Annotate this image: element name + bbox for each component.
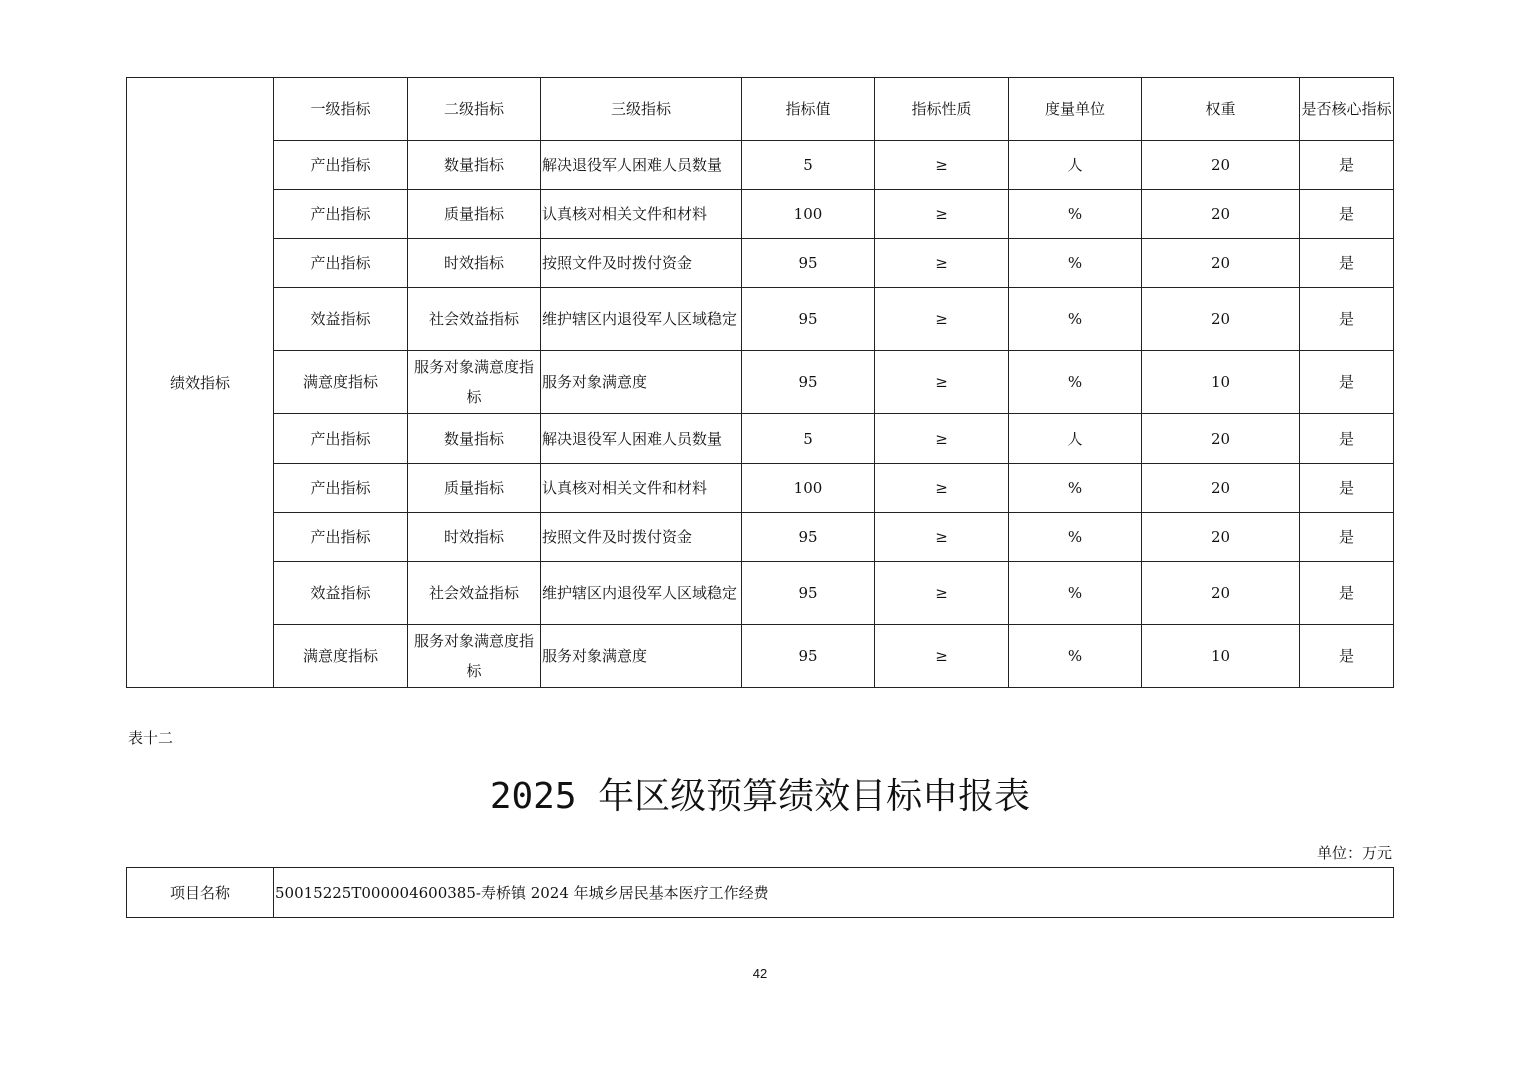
header-cell: 指标值 [742,78,875,141]
value-cell: 5 [742,141,875,190]
level3-cell: 维护辖区内退役军人区域稳定 [541,562,742,625]
core-cell: 是 [1300,625,1394,688]
level1-cell: 效益指标 [274,288,408,351]
header-cell: 一级指标 [274,78,408,141]
level1-cell: 产出指标 [274,141,408,190]
unit-cell: 人 [1009,414,1142,464]
core-cell: 是 [1300,464,1394,513]
level2-cell: 服务对象满意度指标 [408,625,541,688]
table-row [127,351,1394,414]
level3-cell: 维护辖区内退役军人区域稳定 [541,288,742,351]
nature-cell: ≥ [875,239,1009,288]
table-row [127,625,1394,688]
value-cell: 95 [742,625,875,688]
project-table [126,867,1394,918]
value-cell: 95 [742,513,875,562]
value-cell: 100 [742,190,875,239]
value-cell: 95 [742,562,875,625]
core-cell: 是 [1300,288,1394,351]
level3-cell: 服务对象满意度 [541,351,742,414]
page-title: 2025 年区级预算绩效目标申报表 [489,776,1031,817]
unit-cell: % [1009,351,1142,414]
section-label: 绩效指标 [127,78,274,688]
table-row [127,513,1394,562]
project-name-value: 50015225T000004600385-寿桥镇 2024 年城乡居民基本医疗工作经费 [274,868,1394,918]
level2-cell: 时效指标 [408,513,541,562]
header-cell: 三级指标 [541,78,742,141]
level1-cell: 效益指标 [274,562,408,625]
weight-cell: 20 [1142,141,1300,190]
level1-cell: 满意度指标 [274,351,408,414]
unit-cell: % [1009,190,1142,239]
core-cell: 是 [1300,414,1394,464]
performance-indicator-table [126,77,1394,688]
table-row [127,464,1394,513]
table-row [127,239,1394,288]
unit-cell: % [1009,288,1142,351]
weight-cell: 10 [1142,351,1300,414]
level3-cell: 解决退役军人困难人员数量 [541,414,742,464]
unit-cell: % [1009,513,1142,562]
value-cell: 95 [742,351,875,414]
header-cell: 度量单位 [1009,78,1142,141]
nature-cell: ≥ [875,288,1009,351]
level1-cell: 产出指标 [274,414,408,464]
nature-cell: ≥ [875,513,1009,562]
level2-cell: 数量指标 [408,414,541,464]
core-cell: 是 [1300,513,1394,562]
header-cell: 二级指标 [408,78,541,141]
core-cell: 是 [1300,351,1394,414]
weight-cell: 20 [1142,513,1300,562]
unit-cell: % [1009,625,1142,688]
nature-cell: ≥ [875,562,1009,625]
level1-cell: 产出指标 [274,513,408,562]
core-cell: 是 [1300,141,1394,190]
table-row [127,414,1394,464]
value-cell: 5 [742,414,875,464]
header-cell: 是否核心指标 [1300,78,1394,141]
nature-cell: ≥ [875,464,1009,513]
level3-cell: 服务对象满意度 [541,625,742,688]
unit-cell: % [1009,464,1142,513]
table-caption: 表十二 [128,729,174,747]
table-row [127,288,1394,351]
unit-label: 单位：万元 [1316,844,1392,862]
weight-cell: 10 [1142,625,1300,688]
level2-cell: 时效指标 [408,239,541,288]
nature-cell: ≥ [875,190,1009,239]
level1-cell: 产出指标 [274,239,408,288]
level2-cell: 数量指标 [408,141,541,190]
nature-cell: ≥ [875,141,1009,190]
core-cell: 是 [1300,239,1394,288]
level1-cell: 产出指标 [274,464,408,513]
weight-cell: 20 [1142,414,1300,464]
nature-cell: ≥ [875,625,1009,688]
level3-cell: 认真核对相关文件和材料 [541,190,742,239]
level3-cell: 解决退役军人困难人员数量 [541,141,742,190]
core-cell: 是 [1300,562,1394,625]
level2-cell: 社会效益指标 [408,562,541,625]
level2-cell: 质量指标 [408,190,541,239]
value-cell: 95 [742,288,875,351]
unit-cell: % [1009,562,1142,625]
level2-cell: 社会效益指标 [408,288,541,351]
unit-cell: % [1009,239,1142,288]
page-number: 42 [752,966,768,981]
table-row [127,562,1394,625]
project-name-label: 项目名称 [127,868,274,918]
weight-cell: 20 [1142,239,1300,288]
value-cell: 95 [742,239,875,288]
level3-cell: 按照文件及时拨付资金 [541,513,742,562]
level2-cell: 服务对象满意度指标 [408,351,541,414]
level1-cell: 满意度指标 [274,625,408,688]
value-cell: 100 [742,464,875,513]
nature-cell: ≥ [875,351,1009,414]
header-cell: 指标性质 [875,78,1009,141]
weight-cell: 20 [1142,190,1300,239]
unit-cell: 人 [1009,141,1142,190]
weight-cell: 20 [1142,562,1300,625]
level3-cell: 按照文件及时拨付资金 [541,239,742,288]
weight-cell: 20 [1142,464,1300,513]
core-cell: 是 [1300,190,1394,239]
level1-cell: 产出指标 [274,190,408,239]
nature-cell: ≥ [875,414,1009,464]
header-cell: 权重 [1142,78,1300,141]
weight-cell: 20 [1142,288,1300,351]
level3-cell: 认真核对相关文件和材料 [541,464,742,513]
level2-cell: 质量指标 [408,464,541,513]
table-row [127,190,1394,239]
table-row [127,141,1394,190]
